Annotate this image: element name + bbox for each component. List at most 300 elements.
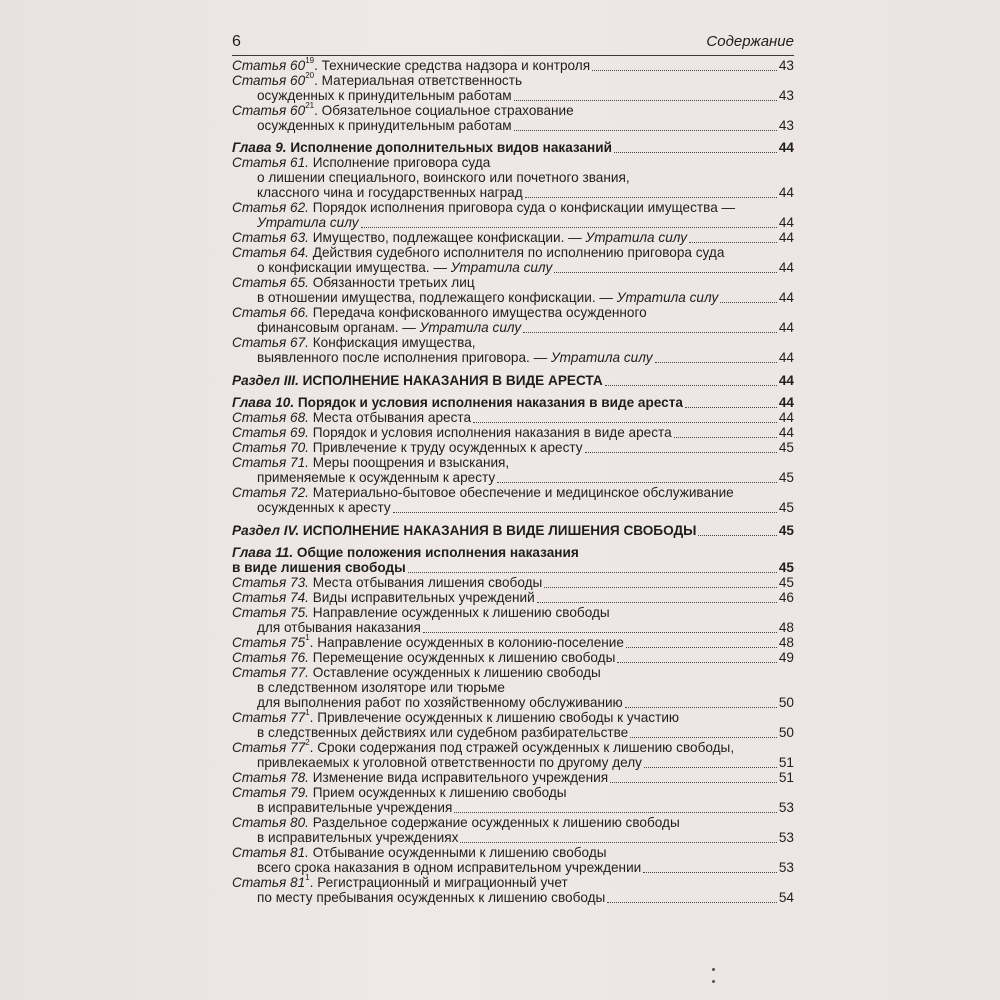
toc-page-number: 45 bbox=[778, 523, 794, 538]
toc-line-text bbox=[257, 215, 359, 230]
toc-line bbox=[232, 500, 794, 515]
toc-leader-dots bbox=[460, 842, 776, 843]
toc-leader-dots bbox=[523, 332, 777, 333]
toc-leader-dots bbox=[514, 100, 777, 101]
toc-line bbox=[232, 485, 794, 500]
toc-entry bbox=[232, 740, 794, 770]
toc-entry bbox=[232, 73, 794, 103]
toc-heading bbox=[232, 523, 794, 538]
toc-entry-label: Статья 68. bbox=[232, 410, 309, 425]
toc-entry-label: Статья 80. bbox=[232, 815, 309, 830]
toc-line-text bbox=[232, 575, 542, 590]
toc-line-text bbox=[232, 710, 679, 725]
toc-entry-title: . Направление осужденных в колонию-поселение bbox=[309, 635, 624, 650]
toc-line-text bbox=[257, 500, 391, 515]
toc-entry bbox=[232, 635, 794, 650]
toc-line bbox=[232, 830, 794, 845]
toc-line bbox=[232, 785, 794, 800]
toc-leader-dots bbox=[617, 662, 777, 663]
toc-leader-dots bbox=[393, 512, 777, 513]
toc-page-number: 44 bbox=[778, 410, 794, 425]
toc-leader-dots bbox=[685, 407, 777, 408]
toc-entry-label: Раздел III. bbox=[232, 373, 299, 388]
toc-entry-label: Статья 60 bbox=[232, 103, 306, 118]
toc-entry-title: Порядок исполнения приговора суда о конфискации имущества — bbox=[308, 200, 736, 215]
toc-entry bbox=[232, 455, 794, 485]
toc-entry-title: финансовым органам. — bbox=[257, 320, 420, 335]
toc-status-note: Утратила силу bbox=[257, 215, 359, 230]
toc-line-text bbox=[232, 140, 612, 155]
toc-entry-title: применяемые к осужденным к аресту bbox=[257, 470, 496, 485]
toc-page-number: 44 bbox=[778, 350, 794, 365]
toc-line bbox=[232, 590, 794, 605]
toc-entry bbox=[232, 200, 794, 230]
toc-entry-title: в следственном изоляторе или тюрьме bbox=[257, 680, 505, 695]
toc-entry-title: Меры поощрения и взыскания, bbox=[308, 455, 510, 470]
toc-line-text bbox=[232, 455, 509, 470]
toc-line bbox=[232, 410, 794, 425]
toc-entry-title: Конфискация имущества, bbox=[308, 335, 476, 350]
toc-line bbox=[232, 73, 794, 88]
toc-line bbox=[232, 170, 794, 185]
toc-entry-title: . Обязательное социальное страхование bbox=[314, 103, 574, 118]
toc-line bbox=[232, 545, 794, 560]
toc-line-text bbox=[232, 523, 696, 538]
toc-entry-label: Глава 9. bbox=[232, 140, 287, 155]
toc-line bbox=[232, 875, 794, 890]
toc-line bbox=[232, 103, 794, 118]
toc-line bbox=[232, 560, 794, 575]
toc-entry bbox=[232, 770, 794, 785]
toc-line-text bbox=[232, 665, 601, 680]
toc-line-text bbox=[232, 590, 535, 605]
toc-entry-superscript: 19 bbox=[305, 56, 315, 66]
toc-page-number: 48 bbox=[778, 620, 794, 635]
toc-page-number: 53 bbox=[778, 800, 794, 815]
toc-line-text bbox=[232, 155, 490, 170]
toc-heading bbox=[232, 545, 794, 575]
toc-line bbox=[232, 770, 794, 785]
toc-page-number: 48 bbox=[778, 635, 794, 650]
toc-line-text bbox=[257, 695, 623, 710]
toc-line-text bbox=[232, 103, 574, 118]
toc-line-text bbox=[257, 890, 605, 905]
toc-line-text bbox=[232, 410, 471, 425]
toc-line-text bbox=[232, 845, 607, 860]
toc-page-number: 44 bbox=[778, 215, 794, 230]
toc-entry bbox=[232, 410, 794, 425]
toc-line bbox=[232, 245, 794, 260]
toc-line-text bbox=[257, 170, 630, 185]
toc-leader-dots bbox=[408, 572, 777, 573]
toc-page-number: 50 bbox=[778, 725, 794, 740]
toc-entry-title: осужденных к аресту bbox=[257, 500, 391, 515]
toc-entry-title: в следственных действиях или судебном разбирательстве bbox=[257, 725, 629, 740]
toc-line bbox=[232, 740, 794, 755]
toc-line bbox=[232, 373, 794, 388]
toc-entry-superscript: 21 bbox=[305, 101, 315, 111]
toc-entry-title: Направление осужденных к лишению свободы bbox=[308, 605, 610, 620]
toc-line bbox=[232, 320, 794, 335]
toc-heading bbox=[232, 140, 794, 155]
toc-line-text bbox=[232, 770, 608, 785]
toc-entry-title: . Привлечение осужденных к лишению свободы к участию bbox=[309, 710, 680, 725]
toc-leader-dots bbox=[655, 362, 777, 363]
toc-status-note: Утратила силу bbox=[550, 350, 653, 365]
toc-line-text bbox=[232, 740, 734, 755]
toc-entry bbox=[232, 665, 794, 710]
toc-entry-title: Прием осужденных к лишению свободы bbox=[308, 785, 567, 800]
toc-line-text bbox=[232, 335, 476, 350]
toc-line bbox=[232, 800, 794, 815]
toc-entry-title: всего срока наказания в одном исправительном учреждении bbox=[257, 860, 642, 875]
toc-entry-label: Статья 70. bbox=[232, 440, 309, 455]
toc-entry-label: Статья 77 bbox=[232, 710, 306, 725]
toc-line-text bbox=[257, 620, 421, 635]
toc-page-number: 45 bbox=[778, 575, 794, 590]
toc-line-text bbox=[257, 320, 521, 335]
toc-page-number: 46 bbox=[778, 590, 794, 605]
toc-entry-title: . Регистрационный и миграционный учет bbox=[309, 875, 568, 890]
toc-leader-dots bbox=[537, 602, 777, 603]
toc-line bbox=[232, 230, 794, 245]
toc-line bbox=[232, 845, 794, 860]
toc-entry-title: для выполнения работ по хозяйственному обслуживанию bbox=[257, 695, 623, 710]
toc-leader-dots bbox=[689, 242, 777, 243]
toc-line bbox=[232, 335, 794, 350]
toc-entry-label: Статья 60 bbox=[232, 58, 306, 73]
toc-entry-label: Статья 76. bbox=[232, 650, 309, 665]
toc-line-text bbox=[257, 680, 505, 695]
toc-entry bbox=[232, 485, 794, 515]
toc-line bbox=[232, 860, 794, 875]
toc-line-text bbox=[232, 545, 579, 560]
toc-line-text bbox=[257, 350, 653, 365]
toc-page-number: 43 bbox=[778, 88, 794, 103]
toc-page-number: 44 bbox=[778, 290, 794, 305]
toc-line-text bbox=[232, 245, 724, 260]
toc-status-note: Утратила силу bbox=[450, 260, 553, 275]
toc-entry-label: Статья 62. bbox=[232, 200, 309, 215]
toc-entry-label: Статья 61. bbox=[232, 155, 309, 170]
toc-entry bbox=[232, 58, 794, 73]
toc-entry-title: ИСПОЛНЕНИЕ НАКАЗАНИЯ В ВИДЕ ЛИШЕНИЯ СВОБОДЫ bbox=[299, 523, 697, 538]
toc-entry-title: Оставление осужденных к лишению свободы bbox=[308, 665, 601, 680]
toc-entry-label: Статья 65. bbox=[232, 275, 309, 290]
toc-line bbox=[232, 575, 794, 590]
toc-entry bbox=[232, 650, 794, 665]
page-number: 6 bbox=[232, 33, 241, 50]
toc-heading bbox=[232, 395, 794, 410]
toc-entry-label: Статья 67. bbox=[232, 335, 309, 350]
toc-entry bbox=[232, 305, 794, 335]
toc-page-number: 45 bbox=[778, 500, 794, 515]
toc-entry bbox=[232, 230, 794, 245]
toc-leader-dots bbox=[554, 272, 777, 273]
toc-leader-dots bbox=[544, 587, 777, 588]
toc-leader-dots bbox=[630, 737, 777, 738]
running-head bbox=[232, 33, 794, 53]
toc-status-note: Утратила силу bbox=[616, 290, 719, 305]
toc-entry-label: Статья 81 bbox=[232, 875, 306, 890]
toc-entry-superscript: 1 bbox=[305, 633, 310, 643]
toc-entry-superscript: 20 bbox=[305, 71, 315, 81]
toc-line-text bbox=[232, 440, 583, 455]
toc-entry-label: Статья 63. bbox=[232, 230, 309, 245]
toc-line bbox=[232, 425, 794, 440]
toc-line bbox=[232, 523, 794, 538]
toc-entry-label: Статья 69. bbox=[232, 425, 309, 440]
toc-line bbox=[232, 275, 794, 290]
toc-leader-dots bbox=[361, 227, 777, 228]
toc-page-number: 44 bbox=[778, 140, 794, 155]
toc-leader-dots bbox=[514, 130, 777, 131]
toc-line bbox=[232, 350, 794, 365]
spacer bbox=[232, 388, 794, 395]
toc-entry bbox=[232, 245, 794, 275]
toc-entry-title: Привлечение к труду осужденных к аресту bbox=[308, 440, 583, 455]
toc-line bbox=[232, 215, 794, 230]
toc-line bbox=[232, 455, 794, 470]
toc-line-text bbox=[232, 230, 687, 245]
toc-line-text bbox=[232, 650, 615, 665]
toc-page-number: 44 bbox=[778, 320, 794, 335]
toc-leader-dots bbox=[625, 707, 777, 708]
speck-mark bbox=[712, 980, 715, 983]
toc-entry bbox=[232, 785, 794, 815]
toc-entry-title: в исправительные учреждения bbox=[257, 800, 453, 815]
toc-leader-dots bbox=[473, 422, 777, 423]
toc-line bbox=[232, 290, 794, 305]
toc-entry bbox=[232, 335, 794, 365]
toc-line bbox=[232, 680, 794, 695]
toc-leader-dots bbox=[720, 302, 777, 303]
toc-entry-title: выявленного после исполнения приговора. — bbox=[257, 350, 551, 365]
toc-line bbox=[232, 605, 794, 620]
toc-line-text bbox=[257, 830, 458, 845]
toc-heading bbox=[232, 373, 794, 388]
toc-leader-dots bbox=[497, 482, 777, 483]
toc-entry-title: Общие положения исполнения наказания bbox=[293, 545, 579, 560]
spacer bbox=[232, 365, 794, 373]
section-title: Содержание bbox=[706, 33, 794, 50]
toc-entry-title: Места отбывания лишения свободы bbox=[308, 575, 543, 590]
toc-page-number: 45 bbox=[778, 440, 794, 455]
toc-leader-dots bbox=[525, 197, 777, 198]
toc-page-number: 44 bbox=[778, 230, 794, 245]
toc-line-text bbox=[257, 800, 452, 815]
toc-entry bbox=[232, 605, 794, 635]
toc-entry-label: Статья 75 bbox=[232, 635, 306, 650]
toc-entry bbox=[232, 815, 794, 845]
toc-leader-dots bbox=[644, 767, 777, 768]
toc-entry-label: Статья 77. bbox=[232, 665, 309, 680]
toc-line-text bbox=[232, 560, 406, 575]
toc-line bbox=[232, 725, 794, 740]
toc-entry-label: Статья 81. bbox=[232, 845, 309, 860]
toc-line-text bbox=[257, 118, 512, 133]
toc-entry bbox=[232, 575, 794, 590]
toc-line-text bbox=[232, 395, 683, 410]
header-rule bbox=[232, 55, 794, 56]
toc-line-text bbox=[232, 815, 680, 830]
toc-entry-label: Статья 72. bbox=[232, 485, 309, 500]
toc-line-text bbox=[232, 305, 647, 320]
toc-page-number: 51 bbox=[778, 770, 794, 785]
toc-line bbox=[232, 650, 794, 665]
toc-line-text bbox=[232, 485, 734, 500]
toc-line bbox=[232, 140, 794, 155]
toc-entry-title: . Материальная ответственность bbox=[314, 73, 523, 88]
toc-line-text bbox=[257, 185, 523, 200]
toc-entry-title: в виде лишения свободы bbox=[232, 560, 406, 575]
toc-line-text bbox=[257, 860, 641, 875]
toc-line-text bbox=[232, 275, 475, 290]
toc-entry-title: Передача конфискованного имущества осужденного bbox=[308, 305, 647, 320]
toc-entry-title: осужденных к принудительным работам bbox=[257, 88, 512, 103]
toc-line bbox=[232, 260, 794, 275]
toc-line bbox=[232, 185, 794, 200]
spacer bbox=[232, 538, 794, 545]
toc-entry-title: Виды исправительных учреждений bbox=[308, 590, 535, 605]
toc-page-number: 50 bbox=[778, 695, 794, 710]
toc-line-text bbox=[232, 425, 672, 440]
toc-leader-dots bbox=[592, 70, 777, 71]
toc-entry-label: Статья 71. bbox=[232, 455, 309, 470]
toc-entry-label: Глава 11. bbox=[232, 545, 294, 560]
toc-line-text bbox=[232, 200, 735, 215]
toc-line-text bbox=[257, 88, 512, 103]
toc-entry-label: Статья 73. bbox=[232, 575, 309, 590]
toc-status-note: Утратила силу bbox=[419, 320, 522, 335]
toc-line-text bbox=[232, 785, 567, 800]
toc-line-text bbox=[232, 373, 603, 388]
toc-entry-label: Раздел IV. bbox=[232, 523, 300, 538]
toc-page-number: 45 bbox=[778, 470, 794, 485]
toc-line-text bbox=[257, 260, 552, 275]
toc-line-text bbox=[232, 635, 624, 650]
toc-entry-label: Статья 79. bbox=[232, 785, 309, 800]
toc-status-note: Утратила силу bbox=[585, 230, 688, 245]
toc-line bbox=[232, 755, 794, 770]
toc-line bbox=[232, 890, 794, 905]
toc-entry-label: Статья 74. bbox=[232, 590, 309, 605]
toc-entry-label: Статья 78. bbox=[232, 770, 309, 785]
toc-entry-title: Исполнение приговора суда bbox=[308, 155, 491, 170]
toc-entry-title: Изменение вида исправительного учреждения bbox=[308, 770, 609, 785]
toc-entry-label: Статья 66. bbox=[232, 305, 309, 320]
toc-line bbox=[232, 155, 794, 170]
toc-page-number: 54 bbox=[778, 890, 794, 905]
toc-entry bbox=[232, 875, 794, 905]
toc-page-number: 44 bbox=[778, 373, 794, 388]
toc-line bbox=[232, 665, 794, 680]
toc-entry-label: Глава 10. bbox=[232, 395, 295, 410]
toc-entry-title: ИСПОЛНЕНИЕ НАКАЗАНИЯ В ВИДЕ АРЕСТА bbox=[298, 373, 603, 388]
toc-entry bbox=[232, 103, 794, 133]
spacer bbox=[232, 133, 794, 140]
toc-line-text bbox=[232, 605, 610, 620]
toc-line-text bbox=[232, 73, 522, 88]
toc-entry-title: Порядок и условия исполнения наказания в виде ареста bbox=[308, 425, 672, 440]
toc-entry bbox=[232, 155, 794, 200]
toc-entry-label: Статья 75. bbox=[232, 605, 309, 620]
toc-line bbox=[232, 88, 794, 103]
toc-leader-dots bbox=[614, 152, 777, 153]
toc-line bbox=[232, 200, 794, 215]
toc-line bbox=[232, 470, 794, 485]
toc-line bbox=[232, 710, 794, 725]
toc-line-text bbox=[257, 755, 642, 770]
toc-entry-title: Исполнение дополнительных видов наказаний bbox=[286, 140, 612, 155]
toc-leader-dots bbox=[698, 535, 776, 536]
toc-entry-superscript: 2 bbox=[305, 738, 310, 748]
toc-entry bbox=[232, 845, 794, 875]
toc-entry-title: в исправительных учреждениях bbox=[257, 830, 459, 845]
toc-line bbox=[232, 695, 794, 710]
toc-entry-title: по месту пребывания осужденных к лишению свободы bbox=[257, 890, 606, 905]
toc-entry-title: в отношении имущества, подлежащего конфискации. — bbox=[257, 290, 617, 305]
toc-line bbox=[232, 395, 794, 410]
toc-page-number: 43 bbox=[778, 118, 794, 133]
toc-page-number: 53 bbox=[778, 860, 794, 875]
toc-entry-title: привлекаемых к уголовной ответственности по другому делу bbox=[257, 755, 642, 770]
toc-entry-title: Имущество, подлежащее конфискации. — bbox=[308, 230, 586, 245]
toc-leader-dots bbox=[585, 452, 777, 453]
toc-line bbox=[232, 305, 794, 320]
toc-entry bbox=[232, 275, 794, 305]
toc-line bbox=[232, 58, 794, 73]
toc-line bbox=[232, 635, 794, 650]
toc-entry-title: Раздельное содержание осужденных к лишению свободы bbox=[308, 815, 680, 830]
toc-line-text bbox=[232, 875, 568, 890]
toc-entry-superscript: 1 bbox=[305, 708, 310, 718]
toc-line-text bbox=[257, 470, 495, 485]
table-of-contents bbox=[232, 58, 794, 905]
toc-entry-title: классного чина и государственных наград bbox=[257, 185, 523, 200]
toc-entry-title: о лишении специального, воинского или почетного звания, bbox=[257, 170, 630, 185]
toc-entry-title: Перемещение осужденных к лишению свободы bbox=[308, 650, 616, 665]
toc-line-text bbox=[257, 290, 718, 305]
toc-leader-dots bbox=[643, 872, 777, 873]
toc-entry-title: Места отбывания ареста bbox=[308, 410, 472, 425]
toc-leader-dots bbox=[423, 632, 777, 633]
toc-page-number: 53 bbox=[778, 830, 794, 845]
toc-entry-title: Порядок и условия исполнения наказания в виде ареста bbox=[294, 395, 683, 410]
toc-entry-title: Действия судебного исполнителя по исполнению приговора суда bbox=[308, 245, 725, 260]
toc-entry bbox=[232, 440, 794, 455]
toc-page-number: 44 bbox=[778, 185, 794, 200]
toc-entry-title: Отбывание осужденными к лишению свободы bbox=[308, 845, 607, 860]
toc-entry bbox=[232, 590, 794, 605]
toc-entry bbox=[232, 710, 794, 740]
toc-page-number: 43 bbox=[778, 58, 794, 73]
speck-mark bbox=[712, 968, 715, 971]
toc-leader-dots bbox=[607, 902, 777, 903]
toc-page-number: 49 bbox=[778, 650, 794, 665]
toc-line bbox=[232, 815, 794, 830]
toc-entry-title: . Сроки содержания под стражей осужденных к лишению свободы, bbox=[309, 740, 735, 755]
toc-entry-title: о конфискации имущества. — bbox=[257, 260, 451, 275]
toc-page-number: 51 bbox=[778, 755, 794, 770]
toc-line-text bbox=[232, 58, 590, 73]
toc-leader-dots bbox=[674, 437, 777, 438]
toc-line bbox=[232, 440, 794, 455]
toc-page-number: 44 bbox=[778, 395, 794, 410]
toc-entry-superscript: 1 bbox=[305, 873, 310, 883]
toc-entry-label: Статья 64. bbox=[232, 245, 309, 260]
toc-entry-label: Статья 60 bbox=[232, 73, 306, 88]
